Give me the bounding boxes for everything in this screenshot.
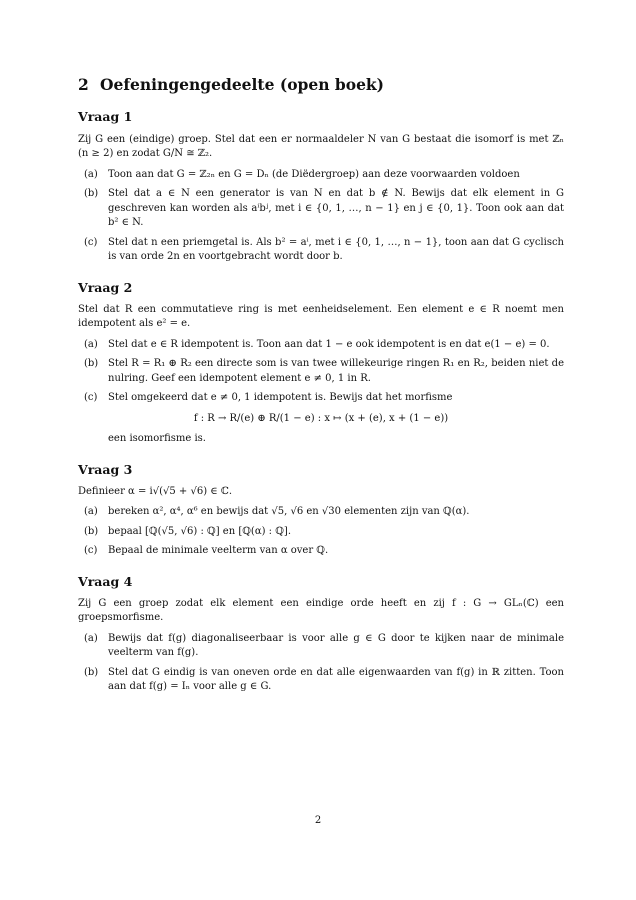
item-label: (b) bbox=[84, 525, 99, 537]
question-4 bbox=[78, 573, 564, 695]
item-text: bereken α², α⁴, α⁶ en bewijs dat √5, √6 en √30 elementen zijn van ℚ(α). bbox=[108, 506, 470, 518]
question-2 bbox=[78, 279, 564, 447]
question-intro: Definieer α = i√(√5 + √6) ∈ ℂ. bbox=[78, 485, 233, 497]
item-text: Stel dat a ∈ N een generator is van N en dat b ∉ N. Bewijs dat elk element in G geschreven kan worden als aⁱbʲ, met i ∈ {0, 1, …, n − 1} en j ∈ {0, 1}. Toon ook aan dat b² ∈ N. bbox=[108, 188, 564, 229]
question-intro: Zij G een groep zodat elk element een eindige orde heeft en zij f : G → GLₙ(ℂ) een groepsmorfisme. bbox=[78, 597, 564, 624]
list-item bbox=[78, 544, 564, 559]
list-item bbox=[78, 236, 564, 265]
item-text: bepaal [ℚ(√5, √6) : ℚ] en [ℚ(α) : ℚ]. bbox=[108, 525, 292, 537]
list-item bbox=[78, 168, 564, 183]
list-item bbox=[78, 632, 564, 661]
section-title bbox=[78, 74, 564, 96]
question-intro: Stel dat R een commutatieve ring is met eenheidselement. Een element e ∈ R noemt men idempotent als e² = e. bbox=[78, 303, 564, 330]
item-text: Bewijs dat f(g) diagonaliseerbaar is voor alle g ∈ G door te kijken naar de minimale veelterm van f(g). bbox=[108, 632, 564, 659]
section-number: 2 bbox=[78, 75, 89, 94]
item-label: (c) bbox=[84, 236, 98, 248]
question-3 bbox=[78, 461, 564, 559]
list-item bbox=[78, 187, 564, 231]
item-label: (b) bbox=[84, 358, 99, 370]
document-page bbox=[78, 74, 564, 700]
question-intro: Zij G een (eindige) groep. Stel dat een er normaaldeler N van G bestaat die isomorf is met ℤₙ (n ≥ 2) en zodat G/N ≅ ℤ₂. bbox=[78, 133, 564, 160]
item-label: (c) bbox=[84, 392, 98, 404]
list-item bbox=[78, 357, 564, 386]
list-item bbox=[78, 525, 564, 540]
list-item bbox=[78, 391, 564, 406]
item-label: (a) bbox=[84, 632, 98, 644]
item-text: Stel omgekeerd dat e ≠ 0, 1 idempotent is. Bewijs dat het morfisme bbox=[108, 392, 453, 404]
item-label: (b) bbox=[84, 188, 99, 200]
question-title: Vraag 1 bbox=[78, 109, 133, 125]
question-title: Vraag 4 bbox=[78, 573, 133, 589]
item-label: (a) bbox=[84, 338, 98, 350]
section-title-text: Oefeningengedeelte (open boek) bbox=[100, 75, 385, 94]
item-text: Stel dat G eindig is van oneven orde en dat alle eigenwaarden van f(g) in ℝ zitten. Toon aan dat f(g) = Iₙ voor alle g ∈ G. bbox=[108, 666, 564, 693]
question-title: Vraag 3 bbox=[78, 461, 133, 477]
display-equation: f : R → R/(e) ⊕ R/(1 − e) : x ↦ (x + (e), x + (1 − e)) bbox=[193, 412, 449, 424]
item-continuation: een isomorfisme is. bbox=[108, 433, 206, 445]
question-title: Vraag 2 bbox=[78, 279, 133, 295]
list-item bbox=[78, 338, 564, 353]
question-1 bbox=[78, 108, 564, 264]
item-text: Stel dat n een priemgetal is. Als b² = aⁱ, met i ∈ {0, 1, …, n − 1}, toon aan dat G cyclisch is van orde 2n en voortgebracht wordt door b. bbox=[108, 236, 564, 263]
item-text: Toon aan dat G = ℤ₂ₙ en G = Dₙ (de Diëdergroep) aan deze voorwaarden voldoen bbox=[108, 168, 520, 180]
page-number: 2 bbox=[314, 815, 322, 826]
item-text: Stel R = R₁ ⊕ R₂ een directe som is van twee willekeurige ringen R₁ en R₂, beiden niet de nulring. Geef een idempotent element e ≠ 0, 1 in R. bbox=[108, 358, 564, 384]
item-label: (b) bbox=[84, 666, 99, 678]
item-label: (a) bbox=[84, 168, 98, 180]
item-label: (a) bbox=[84, 506, 98, 518]
list-item bbox=[78, 666, 564, 695]
item-label: (c) bbox=[84, 545, 98, 557]
item-text: Bepaal de minimale veelterm van α over ℚ. bbox=[108, 545, 329, 557]
item-text: Stel dat e ∈ R idempotent is. Toon aan dat 1 − e ook idempotent is en dat e(1 − e) = 0. bbox=[108, 338, 550, 350]
list-item bbox=[78, 505, 564, 520]
